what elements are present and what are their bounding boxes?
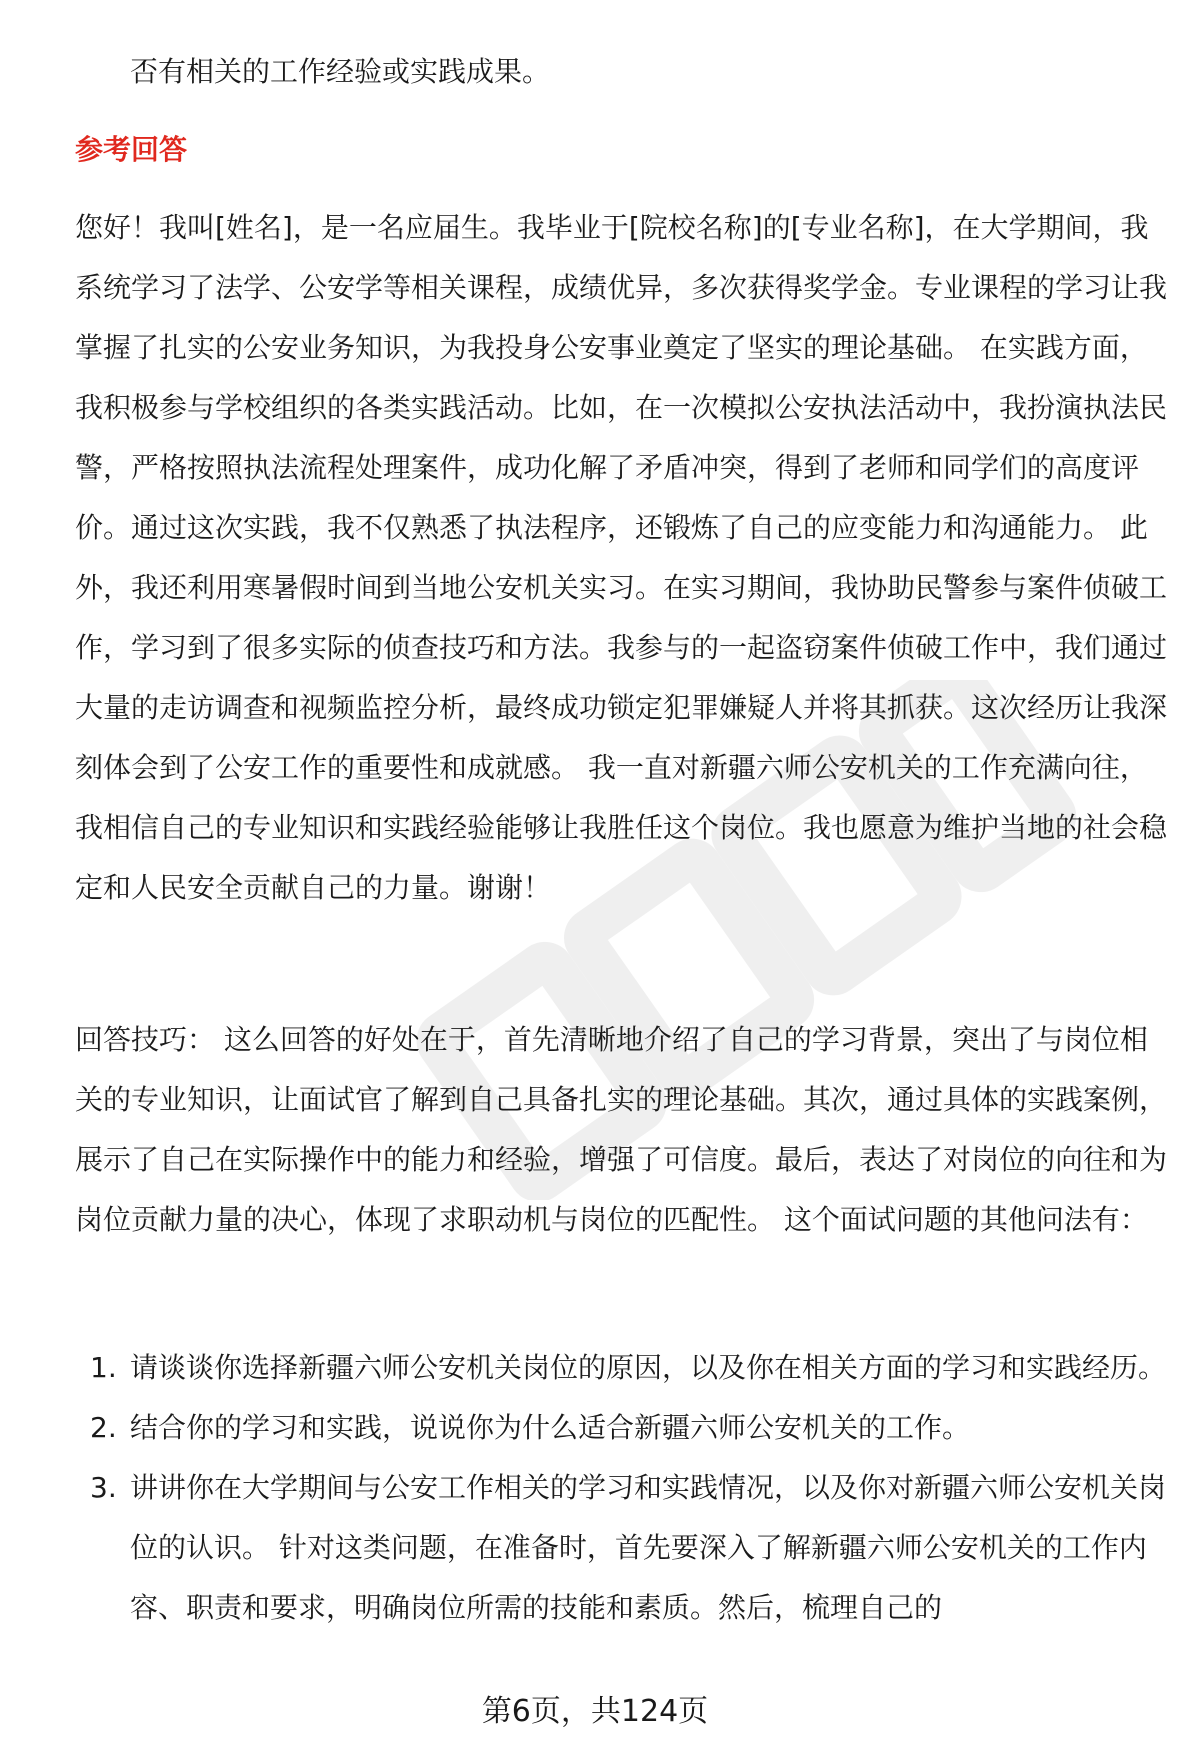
alternative-questions-list: [75, 1338, 1175, 1638]
list-item-number: 3.: [90, 1471, 117, 1504]
list-item: [75, 1458, 1175, 1638]
list-item: [75, 1338, 1175, 1398]
section-heading-reference-answer: 参考回答: [75, 133, 188, 166]
tips-paragraph: 回答技巧： 这么回答的好处在于，首先清晰地介绍了自己的学习背景，突出了与岗位相关的专业知识，让面试官了解到自己具备扎实的理论基础。其次，通过具体的实践案例，展示了自己在实际操作中的能力和经验，增强了可信度。最后，表达了对岗位的向往和为岗位贡献力量的决心，体现了求职动机与岗位的匹配性。 这个面试问题的其他问法有：: [75, 1023, 1168, 1236]
list-item-text: 讲讲你在大学期间与公安工作相关的学习和实践情况，以及你对新疆六师公安机关岗位的认识。 针对这类问题，在准备时，首先要深入了解新疆六师公安机关的工作内容、职责和要求，明确岗位所需的技能和素质。然后，梳理自己的: [130, 1471, 1167, 1624]
list-item-text: 请谈谈你选择新疆六师公安机关岗位的原因，以及你在相关方面的学习和实践经历。: [130, 1351, 1167, 1384]
list-item-text: 结合你的学习和实践，说说你为什么适合新疆六师公安机关的工作。: [130, 1411, 971, 1444]
page-number-footer: 第6页，共124页: [0, 1690, 1190, 1734]
list-item-number: 2.: [90, 1411, 117, 1444]
list-item-number: 1.: [90, 1351, 117, 1384]
list-item: [75, 1398, 1175, 1458]
lead-line: 否有相关的工作经验或实践成果。: [130, 55, 551, 88]
answer-paragraph: 您好！我叫[姓名]，是一名应届生。我毕业于[院校名称]的[专业名称]，在大学期间，我系统学习了法学、公安学等相关课程，成绩优异，多次获得奖学金。专业课程的学习让我掌握了扎实的公安业务知识，为我投身公安事业奠定了坚实的理论基础。 在实践方面，我积极参与学校组织的各类实践活动。比如，在一次模拟公安执法活动中，我扮演执法民警，严格按照执法流程处理案件，成功化解了矛盾冲突，得到了老师和同学们的高度评价。通过这次实践，我不仅熟悉了执法程序，还锻炼了自己的应变能力和沟通能力。 此外，我还利用寒暑假时间到当地公安机关实习。在实习期间，我协助民警参与案件侦破工作，学习到了很多实际的侦查技巧和方法。我参与的一起盗窃案件侦破工作中，我们通过大量的走访调查和视频监控分析，最终成功锁定犯罪嫌疑人并将其抓获。这次经历让我深刻体会到了公安工作的重要性和成就感。 我一直对新疆六师公安机关的工作充满向往，我相信自己的专业知识和实践经验能够让我胜任这个岗位。我也愿意为维护当地的社会稳定和人民安全贡献自己的力量。谢谢！: [75, 211, 1168, 904]
